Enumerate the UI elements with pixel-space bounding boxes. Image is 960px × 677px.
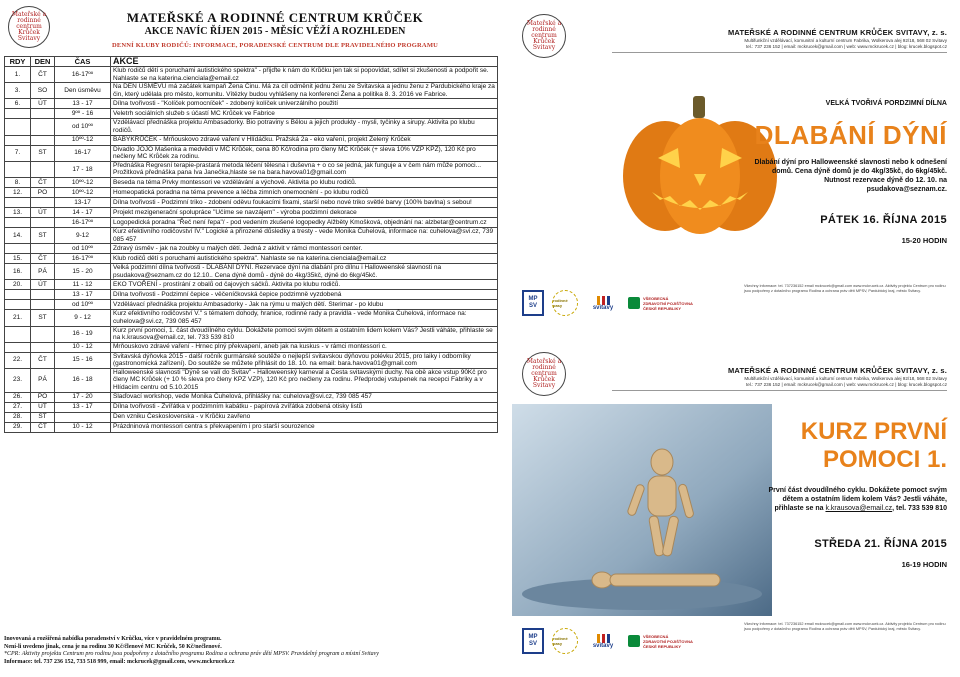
row-time: 10ºº-12 <box>55 187 111 197</box>
row-time: 16-17ºº <box>55 217 111 227</box>
program-subtitle: AKCE NAVÍC ŘÍJEN 2015 - MĚSÍC VĚŽÍ A ROZHLEDEN <box>144 26 406 37</box>
row-event: Dílna tvořivosti - "Kolíček pomocníček" - zdobený kolíček univerzálního použití <box>111 99 498 109</box>
row-date: 6. <box>5 99 31 109</box>
row-day: ST <box>31 412 55 422</box>
row-time: 10 - 12 <box>55 422 111 432</box>
program-banner: DENNÍ KLUBY RODIČŮ: INFORMACE, PORADENSKÉ CENTRUM DLE PRAVIDELNÉHO PROGRAMU <box>111 42 439 49</box>
krucek-logo-icon <box>522 352 566 396</box>
row-date: 20. <box>5 280 31 290</box>
row-event: Na DEN ÚSMĚVU má začátek kampaň Žena Činu. Má za cíl odměnit jednu ženu ze Svitavska a jednu ženu z Pardubického kraje za čin, který udělala pro město, komunitu. Vítězky budou vyhlášeny na konferenci Žena a politika 8. 3. 2016 ve Fabrice. <box>111 83 498 99</box>
row-time: 13 - 17 <box>55 290 111 300</box>
svitavy-logo-icon <box>586 290 620 316</box>
table-row <box>5 402 498 412</box>
row-time: 10ºº-12 <box>55 177 111 187</box>
family-pass-logo-icon <box>552 290 578 316</box>
svitavy-logo-icon <box>586 628 620 654</box>
poster-time: 16-19 HODIN <box>901 560 947 569</box>
mannequin-torso <box>648 476 676 516</box>
table-row <box>5 109 498 119</box>
row-event: Dílna tvořivosti - Podzimní čepice - věčeníčkovská čepice podzimně vyzdobená <box>111 290 498 300</box>
row-day: ST <box>31 145 55 161</box>
row-day: ČT <box>31 67 55 83</box>
vzp-cross-icon <box>628 635 640 647</box>
krucek-logo-icon <box>522 14 566 58</box>
row-event: Prázdninová montessori centra s překvapením i pro starší sourozence <box>111 422 498 432</box>
org-name: MATEŘSKÉ A RODINNÉ CENTRUM KRŮČEK SVITAVY, z. s. <box>727 28 947 37</box>
row-time: 9 - 12 <box>55 310 111 326</box>
program-table-body <box>5 67 498 433</box>
row-event: Dílna tvořivosti - Podzimní triko - zdobení oděvu foukacími fixami, starší nebo nové triko světlé barvy (100% bavlna) s sebou! <box>111 197 498 207</box>
row-date <box>5 119 31 135</box>
table-row <box>5 161 498 177</box>
row-day <box>31 290 55 300</box>
row-event: Mrňouskovo zdravé vaření - Hrnec plný překvapení, aneb jak na kuskus - v rámci montessori c. <box>111 342 498 352</box>
table-row <box>5 67 498 83</box>
table-row <box>5 290 498 300</box>
fine-print: Všechny informace: tel. 737236152 email mckrucek@gmail.com www.mckrucek.cz. Aktivity projektu Centrum pro rodinu jsou podpořeny z dotačního programu Rodina a ochrana práv dětí MPSV, Pardubický kraj, město Svitavy. <box>744 622 946 631</box>
row-day: ÚT <box>31 402 55 412</box>
row-event: Veletrh sociálních služeb s účastí MC Krůček ve Fabrice <box>111 109 498 119</box>
row-time: 13-17 <box>55 197 111 207</box>
vzp-logo-icon <box>628 290 706 316</box>
svitavy-bars <box>597 634 610 643</box>
table-row <box>5 422 498 432</box>
table-row <box>5 254 498 264</box>
poster-pumpkin-carving <box>512 4 956 326</box>
row-event: Přednáška Regresní terapie-prastará metoda léčení tělesna i duševna + o co se jedná, jak funguje a v čem nám může pomoci... Prožitková přednáška pana Iva Janečka,hlaste se na bara.havova01@gmail.com <box>111 161 498 177</box>
vzp-logo-icon <box>628 628 706 654</box>
row-event: Velká podzimní dílna tvořivosti - DLABÁNÍ DÝNÍ. Rezervace dýní na dlabání pro dílnu i Halloweenské slavnosti na psudakova@seznam.cz do 12.10.. Cena dýně domů - dýně do 4kg/35kč, dýně do 6kg/45kč. <box>111 264 498 280</box>
row-event: Divadlo JOJO Mašenka a medvědi v MC Krůček, cena 80 Kč/rodina pro členy MC Krůček (+ sleva 10% VZP KPZ), 120 Kč pro nečleny MC Krůček za rodinu. <box>111 145 498 161</box>
row-time: 9ºº - 16 <box>55 109 111 119</box>
program-title: MATEŘSKÉ A RODINNÉ CENTRUM KRŮČEK <box>126 10 424 25</box>
row-day: ST <box>31 227 55 243</box>
row-time: 16-17ºº <box>55 67 111 83</box>
row-time: 17 - 20 <box>55 392 111 402</box>
row-event: Vzdělávací přednáška projektu Ambasadorky - Jak na rýmu u malých dětí. Sterimar - po klubu <box>111 300 498 310</box>
sponsor-logos <box>522 286 742 320</box>
row-date <box>5 217 31 227</box>
column-header: AKCE <box>111 57 498 67</box>
row-time: 13 - 17 <box>55 99 111 109</box>
logo-text: Mateřské a rodinné centrum Krůček Svitavy <box>526 358 562 389</box>
poster-description-text: První část dvoudílného cyklu. Dokážete pomoct svým dětem a ostatním lidem kolem Vás? Jestli váháte, přihlaste se na <box>768 487 947 512</box>
table-row <box>5 197 498 207</box>
svitavy-text: svitavy <box>592 642 614 649</box>
poster-title: DLABÁNÍ DÝNÍ <box>754 120 947 150</box>
row-time <box>55 412 111 422</box>
lying-mannequin-body <box>610 574 720 586</box>
row-day: ČT <box>31 254 55 264</box>
row-day: ČT <box>31 422 55 432</box>
row-day <box>31 244 55 254</box>
table-row <box>5 368 498 392</box>
krucek-logo-icon <box>8 6 50 48</box>
row-day <box>31 326 55 342</box>
table-row <box>5 217 498 227</box>
poster-description: Dlabání dýní pro Halloweenské slavnosti nebo k odnešení domů. Cena dýně domů je do 4kg/35kč, do 6kg/45kč. Nutnost rezervace dýně do 12. 10. na psudakova@seznam.cz. <box>754 159 947 193</box>
footer-line: *CPR: Aktivity projektu Centrum pro rodinu jsou podpořeny z dotačního programu Rodina a ochrana práv dětí MPSV. Pravidelný program a místní Svitavy <box>4 651 379 657</box>
row-day: PO <box>31 392 55 402</box>
org-name: MATEŘSKÉ A RODINNÉ CENTRUM KRŮČEK SVITAVY, z. s. <box>727 366 947 375</box>
row-date: 12. <box>5 187 31 197</box>
program-footer <box>4 636 498 666</box>
row-time: 9-12 <box>55 227 111 243</box>
logo-text: Mateřské a rodinné centrum Krůček Svitavy <box>11 11 47 42</box>
table-row <box>5 280 498 290</box>
row-event: Beseda na téma Prvky montessori ve vzdělávání a výchově. Aktivita po klubu rodičů. <box>111 177 498 187</box>
divider <box>612 390 947 391</box>
row-event: Projekt mezigenerační spolupráce "Učíme se navzájem" - výroba podzimní dekorace <box>111 207 498 217</box>
table-row <box>5 207 498 217</box>
row-event: Logopedická poradna "Řeč není řepa"/ - pod vedením zkušené logopedky Alžběty Kmošková, objednání na: alzbetar@centrum.cz <box>111 217 498 227</box>
org-contact <box>612 38 947 50</box>
table-row <box>5 342 498 352</box>
vzp-text-line: VŠEOBECNÁ <box>643 633 669 639</box>
row-day <box>31 119 55 135</box>
row-day <box>31 109 55 119</box>
row-date: 21. <box>5 310 31 326</box>
row-time: 16-17ºº <box>55 254 111 264</box>
row-day: PO <box>31 187 55 197</box>
row-date <box>5 326 31 342</box>
row-date: 22. <box>5 352 31 368</box>
org-contacts: tel.: 737 236 152 | email: mckrucek@gmail.com | web: www.mckrucek.cz | blog: krucek.blogspot.cz <box>745 382 947 387</box>
program-header <box>4 2 498 56</box>
column-header: DEN <box>31 57 55 67</box>
mpsv-logo-icon <box>522 290 544 316</box>
vzp-text-line: ČESKÉ REPUBLIKY <box>643 643 682 649</box>
row-date: 8. <box>5 177 31 187</box>
row-event: Klub rodičů dětí s poruchami autistického spektra" - přijďte k nám do Krůčku jen tak si popovídat, sdílet si zkušenosti a podpořit se. Nahlaste se na katerina.cienciala@email.cz <box>111 67 498 83</box>
row-event: Vzdělávací přednáška projektu Ambasadorky. Bio potraviny s Bělou a jejich produkty - mysli, tyčinky a sirupy. Aktivita po klubu rodičů. <box>111 119 498 135</box>
table-row <box>5 227 498 243</box>
row-time: 10 - 12 <box>55 342 111 352</box>
row-day <box>31 197 55 207</box>
svitavy-bars <box>597 296 610 305</box>
poster-date: STŘEDA 21. ŘÍJNA 2015 <box>814 538 947 550</box>
row-event: Kurz efektivního rodičovství V." s tématem dohody, hranice, rodinné rady a pravidla - vede Monika Čuhelová, informace na: cuhelova@svi.cz, 739 085 457 <box>111 310 498 326</box>
table-row <box>5 392 498 402</box>
wooden-mannequin-image <box>512 404 772 616</box>
footer-line: Není-li uvedeno jinak, cena je na rodinu 30 Kč/členové MC Krůček, 50 Kč/nečlenové. <box>4 643 222 650</box>
row-day <box>31 300 55 310</box>
row-time: 14 - 17 <box>55 207 111 217</box>
row-event: EKO TVOŘENÍ - prostírání z obalů od čajových sáčků. Aktivita po klubu rodičů. <box>111 280 498 290</box>
divider <box>612 52 947 53</box>
row-day <box>31 342 55 352</box>
row-date: 14. <box>5 227 31 243</box>
table-row <box>5 300 498 310</box>
vzp-text-line: VŠEOBECNÁ <box>643 295 669 301</box>
row-time: 16 - 18 <box>55 368 111 392</box>
mpsv-text: SV <box>528 303 537 309</box>
row-day: PÁ <box>31 264 55 280</box>
org-address: Multifunkční vzdělávací, komunitní a kulturní centrum Fabrika, Wolkerova alej 92/18, 568 02 Svitavy <box>744 376 947 381</box>
row-time: 17 - 18 <box>55 161 111 177</box>
table-row <box>5 187 498 197</box>
family-pass-logo-icon <box>552 628 578 654</box>
poster-email-link[interactable]: k.krausova@email.cz <box>825 505 893 512</box>
row-date: 1. <box>5 67 31 83</box>
row-time: 13 - 17 <box>55 402 111 412</box>
row-day <box>31 161 55 177</box>
mpsv-text: SV <box>528 641 537 647</box>
row-date <box>5 161 31 177</box>
row-day: ÚT <box>31 280 55 290</box>
poster-time: 15-20 HODIN <box>901 236 947 245</box>
row-time: od 10ºº <box>55 244 111 254</box>
column-header: RDY <box>5 57 31 67</box>
row-date: 29. <box>5 422 31 432</box>
vzp-cross-icon <box>628 297 640 309</box>
row-date: 23. <box>5 368 31 392</box>
table-row <box>5 177 498 187</box>
row-date: 28. <box>5 412 31 422</box>
row-event: Kurz první pomoci, 1. část dvoudílného cyklu. Dokážete pomoci svým dětem a ostatním lidem kolem Vás? Jestli váháte, přihlaste se na k.krausova@email.cz, tel. 733 539 810 <box>111 326 498 342</box>
mannequin-head <box>651 449 673 475</box>
column-header: ČAS <box>55 57 111 67</box>
row-event: Svitavská dýňovka 2015 - další ročník gurmánské soutěže o nejlepší svitavskou dýňovou polévku 2015, pro laiky i odborníky (gastronomická zařízení). Do soutěže se můžete přihlásit do 18. 10. na email: bara.havova01@gmail.com <box>111 352 498 368</box>
row-event: Slaďovací workshop, vede Monika Čuhelová, přihlášky na: cuhelova@svi.cz, 739 085 457 <box>111 392 498 402</box>
row-date: 7. <box>5 145 31 161</box>
svitavy-text: svitavy <box>592 304 614 311</box>
vzp-text-line: ZDRAVOTNÍ POJIŠŤOVNA <box>643 300 693 306</box>
mpsv-text: MP <box>528 634 538 640</box>
poster-date: PÁTEK 16. ŘÍJNA 2015 <box>820 214 947 226</box>
poster-phone: , tel. 733 539 810 <box>892 505 947 512</box>
poster-subtitle: VELKÁ TVOŘIVÁ PORDZIMNÍ DÍLNA <box>825 100 947 107</box>
row-date <box>5 109 31 119</box>
lying-mannequin-head <box>592 572 612 588</box>
row-time: 16 - 19 <box>55 326 111 342</box>
row-day: ST <box>31 310 55 326</box>
row-date: 3. <box>5 83 31 99</box>
row-event: BABYKRŮČEK - Mrňouskovo zdravé vaření v Hlídáčku. Pražská 2a - eko vaření, projekt Zelený Krůček <box>111 135 498 145</box>
table-row <box>5 310 498 326</box>
row-event: Kurz efektivního rodičovství IV." Logické a přirozené důsledky a tresty - vede Monika Čuhelová, informace na: cuhelova@svi.cz, 739 085 457 <box>111 227 498 243</box>
row-event: Den vzniku Československa - v Krůčku zavřeno <box>111 412 498 422</box>
row-day: ČT <box>31 177 55 187</box>
table-row <box>5 412 498 422</box>
row-event: Klub rodičů dětí s poruchami autistického spektra". Nahlaste se na katerina.cienciala@email.cz <box>111 254 498 264</box>
row-date <box>5 300 31 310</box>
row-date <box>5 135 31 145</box>
org-contacts: tel.: 737 236 152 | email: mckrucek@gmail.com | web: www.mckrucek.cz | blog: krucek.blogspot.cz <box>745 44 947 49</box>
vzp-text-line: ČESKÉ REPUBLIKY <box>643 305 682 311</box>
family-pass-text: rodinné pasy <box>553 636 568 646</box>
row-event: Homeopatická poradna na téma prevence a léčba zimních onemocnění - po klubu rodičů <box>111 187 498 197</box>
table-row <box>5 135 498 145</box>
row-time: od 10ºº <box>55 300 111 310</box>
row-date: 16. <box>5 264 31 280</box>
row-day: SO <box>31 83 55 99</box>
row-day <box>31 217 55 227</box>
table-row <box>5 83 498 99</box>
poster-description <box>752 486 947 513</box>
row-time: 16-17 <box>55 145 111 161</box>
row-time: 10ºº-12 <box>55 135 111 145</box>
row-day: PÁ <box>31 368 55 392</box>
table-header-row <box>5 57 498 67</box>
table-row <box>5 99 498 109</box>
row-time: Den úsměvu <box>55 83 111 99</box>
fine-print: Všechny informace: tel. 737236152 email mckrucek@gmail.com www.mckrucek.cz. Aktivity projektu Centrum pro rodinu jsou podpořeny z dotačního programu Rodina a ochrana práv dětí MPSV, Pardubický kraj, město Svitavy. <box>744 284 946 293</box>
row-event: Dílna tvořivosti - Zvířátka v podzimním kabátku - papírová zvířátka zdobená otisky listů <box>111 402 498 412</box>
vzp-text-line: ZDRAVOTNÍ POJIŠŤOVNA <box>643 638 693 644</box>
row-time: od 10ºº <box>55 119 111 135</box>
org-contact <box>612 376 947 388</box>
row-date: 26. <box>5 392 31 402</box>
sponsor-logos <box>522 624 742 658</box>
vzp-text <box>643 634 693 649</box>
row-day <box>31 135 55 145</box>
poster-title-line: KURZ PRVNÍ <box>800 418 947 445</box>
row-day: ÚT <box>31 207 55 217</box>
row-time: 15 - 20 <box>55 264 111 280</box>
table-row <box>5 119 498 135</box>
program-page <box>4 2 498 674</box>
table-row <box>5 326 498 342</box>
table-row <box>5 244 498 254</box>
row-date: 15. <box>5 254 31 264</box>
vzp-text <box>643 296 693 311</box>
poster-title <box>762 418 947 474</box>
row-event: Halloweenské slavnosti "Dýně se valí do Svitav" - Halloweenský karneval a Cesta svitavskými duchy. Na obě akce vstup 90Kč pro členy MC Krůček (+ 10 % sleva pro členy KPZ VZP), 120 Kč pro nečleny za rodinu. Předprodej vstupenek na recepci Fabriky a v Hlídacím centru od 5.10.2015 <box>111 368 498 392</box>
pumpkin-stem <box>693 96 705 118</box>
logo-text: Mateřské a rodinné centrum Krůček Svitavy <box>526 20 562 51</box>
footer-line: Inovovaná a rozšířená nabídka poradenství v Krůčku, více v pravidelném programu. <box>4 636 222 642</box>
row-event: Zdravý úsměv - jak na zoubky u malých dětí. Jedná z aktivit v rámci montessori center. <box>111 244 498 254</box>
row-time: 11 - 12 <box>55 280 111 290</box>
org-address: Multifunkční vzdělávací, komunitní a kulturní centrum Fabrika, Wolkerova alej 92/18, 568 02 Svitavy <box>744 38 947 43</box>
row-day: ČT <box>31 352 55 368</box>
row-date <box>5 342 31 352</box>
table-row <box>5 352 498 368</box>
mpsv-text: MP <box>528 296 538 302</box>
mpsv-logo-icon <box>522 628 544 654</box>
row-day: ÚT <box>31 99 55 109</box>
row-date <box>5 197 31 207</box>
row-date <box>5 290 31 300</box>
poster-title-line: POMOCI 1. <box>822 446 947 473</box>
row-date <box>5 244 31 254</box>
row-time: 15 - 16 <box>55 352 111 368</box>
row-date: 27. <box>5 402 31 412</box>
table-row <box>5 264 498 280</box>
family-pass-text: rodinné pasy <box>553 298 568 308</box>
footer-line: Informace: tel. 737 236 152, 733 518 999, email: mckrucek@gmail.com, www.mckrucek.cz <box>4 658 235 665</box>
table-row <box>5 145 498 161</box>
poster-first-aid-course <box>512 342 956 664</box>
program-table <box>4 56 498 433</box>
row-date: 13. <box>5 207 31 217</box>
